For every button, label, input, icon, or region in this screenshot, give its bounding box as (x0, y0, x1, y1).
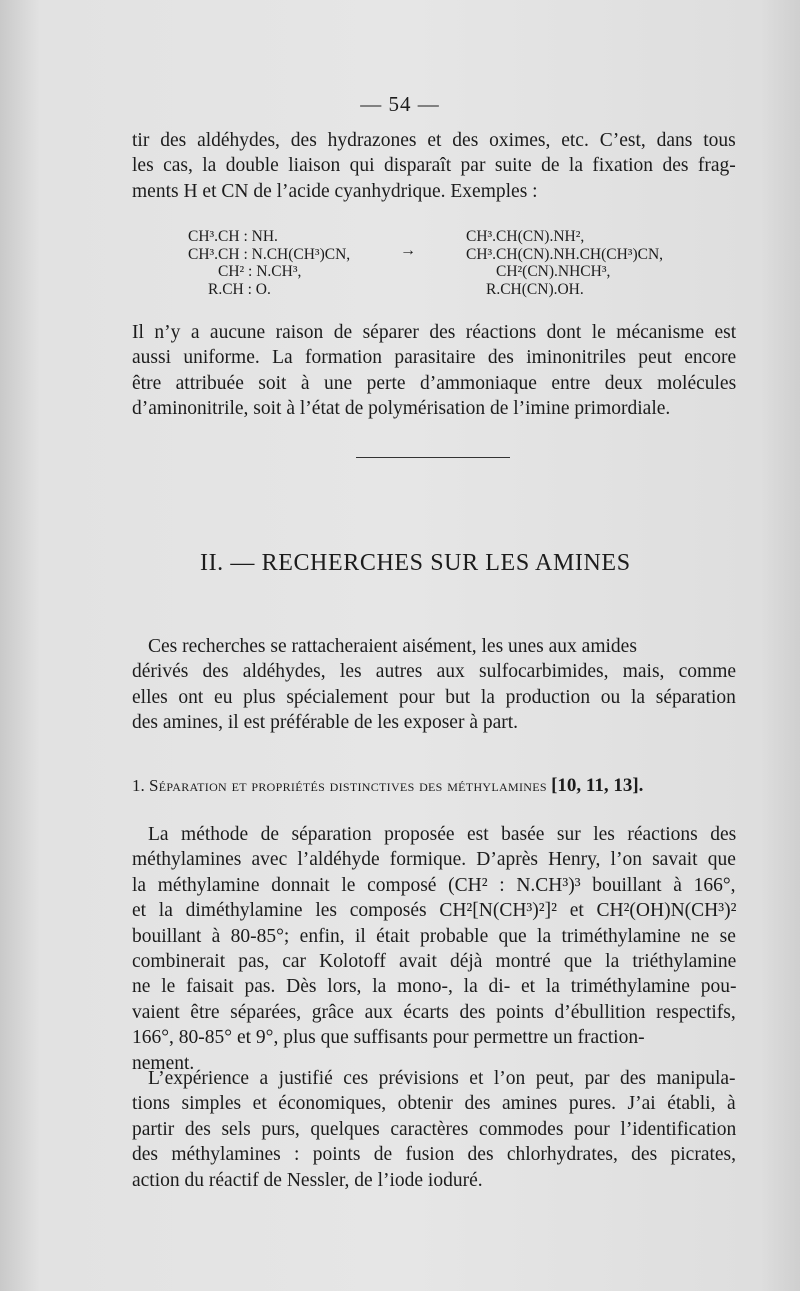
text-line: les cas, la double liaison qui disparaît par suite de la fixation des frag- (132, 155, 736, 177)
paragraph-separation-method (132, 822, 736, 1076)
reaction-arrow-icon: → (400, 242, 416, 259)
text-line: des amines, il est préférable de les exposer à part. (132, 712, 519, 734)
formula: CH³.CH(CN).NH.CH(CH³)CN, (466, 245, 664, 263)
formulas-reactants (188, 228, 363, 298)
text-line: nement. (132, 1052, 195, 1074)
paragraph-mechanism (132, 320, 736, 422)
subsection-references: [10, 11, 13]. (551, 775, 644, 796)
formula: CH³.CH(CN).NH², (466, 228, 585, 245)
text-line: tions simples et économiques, obtenir des amines pures. J’ai établi, à (132, 1093, 736, 1115)
text-line: L’expérience a justifié ces prévisions et l’on peut, par des manipula- (148, 1068, 736, 1089)
formula: CH² : N.CH³, (218, 263, 302, 281)
text-line: des méthylamines : points de fusion des chlorhydrates, des picrates, (132, 1144, 737, 1166)
text-line: Il n’y a aucune raison de séparer des réactions dont le mécanisme est (132, 322, 737, 343)
formula: R.CH(CN).OH. (486, 280, 584, 298)
text-line: ne le faisait pas. Dès lors, la mono-, la di- et la triméthylamine pou- (132, 976, 737, 998)
text-line: 166°, 80-85° et 9°, plus que suffisants pour permettre un fraction- (132, 1027, 645, 1049)
paragraph-intro (132, 128, 736, 204)
formula: CH³.CH : NH. (188, 228, 278, 245)
text-line: et la diméthylamine les composés CH²[N(CH³)²]² et CH²(OH)N(CH³)² (132, 900, 737, 922)
section-divider (356, 457, 510, 458)
text-line: ments H et CN de l’acide cyanhydrique. Exemples : (132, 180, 538, 202)
formula: CH²(CN).NHCH³, (496, 263, 611, 281)
formula: R.CH : O. (208, 280, 271, 298)
text-line: aussi uniforme. La formation parasitaire des iminonitriles peut encore (132, 347, 737, 369)
subsection-title: Séparation et propriétés distinctives des méthylamines (149, 776, 547, 795)
text-line: la méthylamine donnait le composé (CH² : N.CH³)³ bouillant à 166°, (132, 874, 736, 896)
subsection-heading (132, 775, 738, 797)
chemical-formulas (188, 228, 708, 298)
text-line: vaient être séparées, grâce aux écarts des points d’ébullition respectifs, (132, 1001, 736, 1023)
formulas-products (466, 228, 716, 298)
text-line: La méthode de séparation proposée est basée sur les réactions des (148, 824, 737, 845)
text-line: elles ont eu plus spécialement pour but la production ou la séparation (132, 686, 736, 708)
text-line: action du réactif de Nessler, de l’iode ioduré. (132, 1169, 483, 1191)
text-line: méthylamines avec l’aldéhyde formique. D’après Henry, l’on savait que (132, 849, 736, 871)
paragraph-amines-intro (132, 634, 736, 736)
text-line: tir des aldéhydes, des hydrazones et des oximes, etc. C’est, dans tous (132, 130, 736, 151)
text-line: Ces recherches se rattacheraient aisément, les unes aux amides (148, 636, 637, 657)
subsection-number: 1. (132, 776, 145, 795)
text-line: bouillant à 80-85°; enfin, il était probable que la triméthylamine ne se (132, 925, 736, 947)
text-line: d’aminonitrile, soit à l’état de polymérisation de l’imine primordiale. (132, 398, 671, 420)
page-number: — 54 — (360, 92, 440, 116)
paragraph-experience (132, 1066, 736, 1193)
text-line: partir des sels purs, quelques caractères commodes pour l’identification (132, 1118, 737, 1140)
text-line: être attribuée soit à une perte d’ammoniaque entre deux molécules (132, 372, 737, 394)
text-line: dérivés des aldéhydes, les autres aux sulfocarbimides, mais, comme (132, 661, 737, 683)
formula: CH³.CH : N.CH(CH³)CN, (188, 245, 351, 263)
section-title: II. — RECHERCHES SUR LES AMINES (200, 550, 631, 576)
text-line: combinerait pas, car Kolotoff avait déjà montré que la triéthylamine (132, 951, 737, 973)
